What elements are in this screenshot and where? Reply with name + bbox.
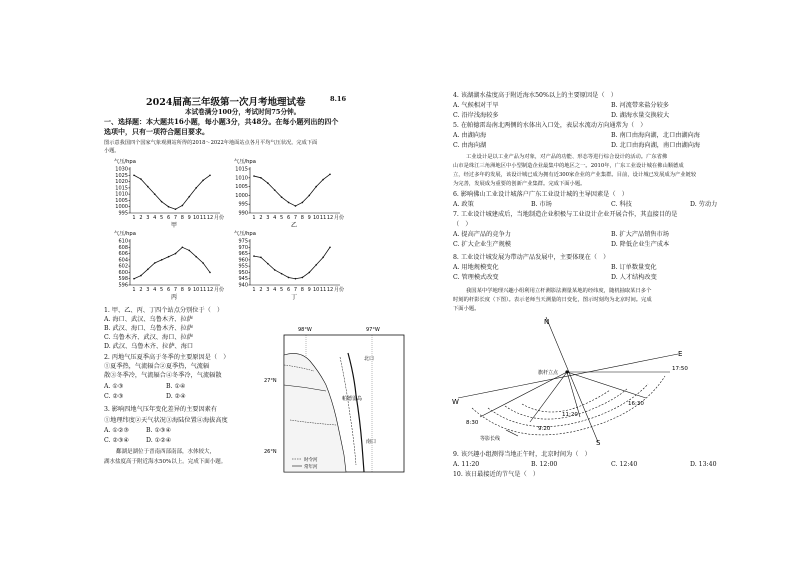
data-point bbox=[175, 208, 177, 210]
data-point bbox=[253, 255, 255, 257]
x-tick-label: 9 bbox=[307, 215, 311, 221]
q2-option-b[interactable]: B. ①④ bbox=[166, 383, 186, 390]
data-point bbox=[288, 277, 290, 279]
q8-option-d[interactable]: D. 人才结构改变 bbox=[611, 274, 657, 281]
q2-statements-1: ①夏季热，气流辐合②夏季热，气流辐 bbox=[104, 363, 210, 370]
data-point bbox=[281, 196, 283, 198]
y-tick-label: 975 bbox=[238, 238, 248, 245]
station-label: 乙 bbox=[291, 222, 298, 229]
y-tick-label: 1000 bbox=[115, 204, 128, 211]
x-tick-label: 12 bbox=[326, 287, 334, 293]
passage4-line3: 下面小题。 bbox=[453, 306, 480, 312]
data-point bbox=[168, 206, 170, 208]
y-tick-label: 1020 bbox=[115, 179, 128, 186]
data-point bbox=[209, 174, 211, 176]
q8-option-b[interactable]: B. 订单数量变化 bbox=[611, 264, 657, 271]
y-tick-label: 1030 bbox=[115, 166, 128, 173]
x-tick-label: 10 bbox=[312, 287, 320, 293]
passage3-line3: 立，经过多年的发展，该设计城已成为拥有近300家企业的产业集群。目前，设计城已发展成为产业链较 bbox=[453, 172, 697, 178]
q9-option-d[interactable]: D. 13:40 bbox=[690, 461, 717, 468]
q4-option-a[interactable]: A. 气候相对干旱 bbox=[453, 102, 499, 109]
data-point bbox=[322, 257, 324, 259]
intro-text-2: 小题。 bbox=[104, 148, 120, 154]
q3-option-d[interactable]: D. ①②④ bbox=[146, 437, 172, 444]
x-tick-label: 7 bbox=[173, 215, 178, 221]
x-tick-label: 9 bbox=[187, 215, 191, 221]
section-heading: 一、选择题：本大题共16小题，每小题3分，共48分。在每小题列出的四个 bbox=[104, 117, 339, 126]
y-tick-label: 596 bbox=[118, 282, 128, 289]
q4-option-d[interactable]: D. 湖海水量交换较大 bbox=[611, 112, 670, 119]
x-tick-label: 1 bbox=[132, 287, 136, 293]
x-tick-label: 8 bbox=[180, 287, 184, 293]
y-tick-label: 1010 bbox=[115, 191, 128, 198]
data-point bbox=[154, 262, 156, 264]
q7-option-b[interactable]: B. 扩大产品销售市场 bbox=[611, 231, 669, 238]
q2-option-c[interactable]: C. ②③ bbox=[104, 393, 124, 400]
y-tick-label: 940 bbox=[238, 282, 248, 289]
x-tick-label: 8 bbox=[180, 215, 184, 221]
chart-ylabel: 气压/hpa bbox=[114, 159, 136, 165]
y-tick-label: 995 bbox=[238, 201, 248, 208]
chart-ylabel: 气压/hpa bbox=[114, 231, 136, 237]
passage3-line2: 山市是珠江三角洲地区中小型制造企业最集中的地区之一。2010年，广东工业设计城在佛山顺德成 bbox=[453, 163, 684, 169]
x-tick-label: 7 bbox=[293, 287, 298, 293]
x-tick-label: 3 bbox=[266, 287, 270, 293]
q2-statements-2: 散③冬季冷，气流辐合④冬季冷，气流辐散 bbox=[104, 372, 222, 379]
station-label: 丁 bbox=[291, 294, 298, 301]
x-tick-label: 6 bbox=[166, 287, 171, 293]
q7-stem: 7. 工业设计城建成后，当地制造企业积极与工业设计企业开展合作，其直接目的是 bbox=[453, 211, 678, 218]
exam-subtitle: 本试卷满分100分，考试时间75分钟。 bbox=[185, 108, 301, 116]
x-tick-label: 2 bbox=[139, 215, 143, 221]
q6-option-a[interactable]: A. 政策 bbox=[453, 201, 474, 208]
data-point bbox=[260, 257, 262, 259]
data-point bbox=[295, 205, 297, 207]
legend-perennial: 常年河 bbox=[304, 465, 318, 470]
x-tick-label: 4 bbox=[153, 215, 157, 221]
y-tick-label: 610 bbox=[118, 238, 128, 245]
equal-shadow-legend: 等影长线 bbox=[480, 436, 501, 442]
series-line bbox=[134, 247, 210, 278]
x-tick-label: 12 bbox=[326, 215, 334, 221]
data-point bbox=[188, 250, 190, 252]
q6-option-c[interactable]: C. 科技 bbox=[611, 201, 632, 208]
x-tick-label: 1 bbox=[252, 287, 256, 293]
intro-text: 图示意我国四个国家气象观测站所得的2018～2022年地面站点各月平均气压状况。完成下面 bbox=[104, 140, 318, 146]
q9-stem: 9. 该兴趣小组测得当地正午时，北京时间为（ ） bbox=[453, 451, 591, 458]
data-point bbox=[329, 173, 331, 175]
y-tick-label: 1000 bbox=[235, 192, 248, 199]
q3-option-c[interactable]: C. ②③④ bbox=[104, 437, 130, 444]
q8-stem: 8. 工业设计城发展为带动产品发展中，主要体现在（ ） bbox=[453, 254, 610, 261]
q3-statements: ①地理纬度②天气状况③海陆位置④海拔高度 bbox=[104, 417, 228, 424]
y-tick-label: 1010 bbox=[235, 175, 248, 182]
q2-option-a[interactable]: A. ①③ bbox=[104, 383, 124, 390]
x-tick-label: 12 bbox=[206, 287, 214, 293]
x-tick-label: 4 bbox=[273, 287, 277, 293]
time-830: 8:30 bbox=[466, 420, 479, 426]
west-label: W bbox=[452, 398, 459, 406]
lat-label-1: 27°N bbox=[264, 378, 277, 384]
data-point bbox=[315, 264, 317, 266]
data-point bbox=[195, 187, 197, 189]
y-tick-label: 604 bbox=[118, 257, 128, 264]
south-label: S bbox=[596, 439, 601, 447]
data-point bbox=[267, 182, 269, 184]
data-point bbox=[209, 272, 211, 274]
x-tick-label: 2 bbox=[259, 215, 263, 221]
data-point bbox=[274, 189, 276, 191]
x-tick-label: 4 bbox=[153, 287, 157, 293]
x-tick-label: 6 bbox=[286, 287, 291, 293]
x-tick-label: 5 bbox=[280, 215, 284, 221]
q7-option-d[interactable]: D. 降低企业生产成本 bbox=[611, 241, 670, 248]
x-tick-label: 11 bbox=[319, 287, 327, 293]
data-point bbox=[308, 272, 310, 274]
data-point bbox=[281, 273, 283, 275]
data-point bbox=[295, 278, 297, 280]
pole-label: 旗杆立点 bbox=[538, 370, 559, 376]
q8-option-a[interactable]: A. 用地规模变化 bbox=[453, 264, 499, 271]
section-heading-2: 选项中，只有一项符合题目要求。 bbox=[104, 127, 209, 136]
time-1120: 11:20 bbox=[562, 412, 578, 418]
data-point bbox=[308, 195, 310, 197]
q3-stem: 3. 影响四地气压年变化差异的主要因素有 bbox=[104, 406, 218, 413]
q4-option-c[interactable]: C. 沿岸浅海较多 bbox=[453, 112, 499, 119]
y-tick-label: 990 bbox=[238, 210, 248, 217]
q6-option-b[interactable]: B. 市场 bbox=[531, 201, 552, 208]
station-label: 甲 bbox=[171, 222, 178, 229]
x-tick-label: 8 bbox=[300, 287, 304, 293]
x-tick-label: 2 bbox=[259, 287, 263, 293]
chart-ylabel: 气压/hpa bbox=[234, 231, 256, 237]
legend-seasonal: 时令河 bbox=[304, 458, 318, 463]
y-tick-label: 960 bbox=[238, 257, 248, 264]
data-point bbox=[260, 177, 262, 179]
north-label: N bbox=[544, 318, 550, 326]
data-point bbox=[202, 262, 204, 264]
data-point bbox=[168, 256, 170, 258]
x-tick-label: 9 bbox=[187, 287, 191, 293]
q1-option-d[interactable]: D. 武汉、乌鲁木齐、拉萨、海口 bbox=[104, 343, 194, 350]
x-tick-label: 6 bbox=[286, 215, 291, 221]
y-tick-label: 1025 bbox=[115, 172, 128, 179]
x-tick-label: 6 bbox=[166, 215, 171, 221]
q1-option-a[interactable]: A. 海口、武汉、乌鲁木齐、拉萨 bbox=[104, 316, 193, 323]
series-line bbox=[134, 175, 210, 209]
y-tick-label: 600 bbox=[118, 269, 128, 276]
q5-stem: 5. 在帕德雷岛南北两侧的水体出入口处，表层水流动方向通常为（ ） bbox=[453, 122, 647, 129]
data-point bbox=[133, 278, 135, 280]
x-tick-label: 11 bbox=[319, 215, 327, 221]
x-axis-label: 月份 bbox=[214, 287, 225, 293]
data-point bbox=[133, 174, 135, 176]
time-920: 9:20 bbox=[538, 426, 551, 432]
q3-option-a[interactable]: A. ①②③ bbox=[104, 427, 130, 434]
time-1630: 16:30 bbox=[628, 401, 644, 407]
data-point bbox=[322, 179, 324, 181]
y-tick-label: 1015 bbox=[115, 185, 128, 192]
x-tick-label: 2 bbox=[139, 287, 143, 293]
y-tick-label: 602 bbox=[118, 263, 128, 270]
passage3-line1: 工业设计是以工业产品为对象，对产品的功能、形态等进行综合设计的活动。广东省佛 bbox=[466, 154, 668, 160]
data-point bbox=[267, 263, 269, 265]
series-line bbox=[254, 247, 330, 278]
x-tick-label: 5 bbox=[280, 287, 284, 293]
lon-label-1: 98°W bbox=[298, 327, 312, 333]
y-tick-label: 970 bbox=[238, 244, 248, 251]
x-tick-label: 3 bbox=[266, 215, 270, 221]
q6-stem: 6. 影响佛山工业设计城落户广东工业设计城的主导因素是（ ） bbox=[453, 191, 628, 198]
passage4-line1: 我国某中学地理兴趣小组利用立杆测影法测量某地的经纬度，随机抽取某日多个 bbox=[466, 288, 652, 294]
x-tick-label: 1 bbox=[252, 215, 256, 221]
data-point bbox=[182, 246, 184, 248]
q8-option-c[interactable]: C. 管理模式改变 bbox=[453, 274, 499, 281]
q10-stem: 10. 该日最接近的节气是（ ） bbox=[453, 471, 540, 478]
q1-option-c[interactable]: C. 乌鲁木齐、武汉、海口、拉萨 bbox=[104, 334, 193, 341]
q5-option-b[interactable]: B. 南口由海向湖，北口由湖向海 bbox=[611, 132, 700, 139]
x-tick-label: 7 bbox=[173, 287, 178, 293]
data-point bbox=[140, 178, 142, 180]
data-point bbox=[175, 253, 177, 255]
data-point bbox=[147, 268, 149, 270]
data-point bbox=[253, 175, 255, 177]
time-1750: 17:50 bbox=[672, 366, 688, 372]
y-tick-label: 965 bbox=[238, 251, 248, 258]
barrier-island bbox=[348, 353, 364, 472]
east-label: E bbox=[678, 350, 683, 358]
data-point bbox=[140, 275, 142, 277]
data-point bbox=[274, 269, 276, 271]
x-axis-label: 月份 bbox=[334, 287, 345, 293]
y-tick-label: 945 bbox=[238, 276, 248, 283]
lagoon-label: 帕德雷岛 bbox=[342, 396, 363, 402]
lon-label-2: 97°W bbox=[366, 327, 380, 333]
q5-option-d[interactable]: D. 北口由海向湖，南口由湖向海 bbox=[611, 142, 701, 149]
shadow-diagram bbox=[450, 312, 700, 447]
series-line bbox=[254, 174, 330, 206]
data-point bbox=[329, 246, 331, 248]
x-tick-label: 9 bbox=[307, 287, 311, 293]
mainland bbox=[284, 353, 346, 472]
y-tick-label: 995 bbox=[118, 210, 128, 217]
data-point bbox=[161, 201, 163, 203]
q9-option-c[interactable]: C. 12:40 bbox=[611, 461, 638, 468]
q9-option-b[interactable]: B. 12:00 bbox=[531, 461, 558, 468]
passage4-line2: 时刻的杆影长度（下图）。表示老师当天测量的日变化，图示时刻均为北京时间。完成 bbox=[453, 297, 652, 303]
q2-option-d[interactable]: D. ②④ bbox=[166, 393, 186, 400]
lagoon-map bbox=[264, 325, 408, 475]
x-tick-label: 5 bbox=[160, 215, 164, 221]
y-tick-label: 598 bbox=[118, 276, 128, 283]
exam-date: 8.16 bbox=[330, 95, 347, 103]
station-label: 丙 bbox=[171, 294, 178, 301]
q5-option-c[interactable]: C. 由海向湖 bbox=[453, 142, 487, 149]
x-tick-label: 10 bbox=[312, 215, 320, 221]
x-tick-label: 8 bbox=[300, 215, 304, 221]
passage3-line4: 为完善，发展成为重要的创新产业集群。完成下面小题。 bbox=[453, 181, 586, 187]
q1-stem: 1. 甲、乙、丙、丁四个站点分别位于（ ） bbox=[104, 307, 224, 314]
data-point bbox=[182, 205, 184, 207]
data-point bbox=[202, 180, 204, 182]
y-tick-label: 950 bbox=[238, 269, 248, 276]
x-tick-label: 3 bbox=[146, 215, 150, 221]
data-point bbox=[154, 193, 156, 195]
q4-option-b[interactable]: B. 河流带来盐分较多 bbox=[611, 102, 669, 109]
data-point bbox=[302, 202, 304, 204]
q1-option-b[interactable]: B. 武汉、海口、乌鲁木齐、拉萨 bbox=[104, 325, 193, 332]
q6-option-d[interactable]: D. 劳动力 bbox=[690, 201, 718, 208]
x-tick-label: 11 bbox=[199, 287, 207, 293]
north-inlet-label: 北口 bbox=[364, 356, 375, 362]
x-tick-label: 4 bbox=[273, 215, 277, 221]
data-point bbox=[161, 259, 163, 261]
q9-option-a[interactable]: A. 11:20 bbox=[453, 461, 480, 468]
data-point bbox=[302, 277, 304, 279]
passage2-line2: 湖水盐度高于附近海水50%以上。完成下面小题。 bbox=[104, 459, 227, 465]
q4-stem: 4. 该湖湖水盐度高于附近海水50%以上的主要原因是（ ） bbox=[453, 92, 617, 99]
y-tick-label: 955 bbox=[238, 263, 248, 270]
x-tick-label: 1 bbox=[132, 215, 136, 221]
data-point bbox=[188, 196, 190, 198]
data-point bbox=[195, 256, 197, 258]
x-axis-label: 月份 bbox=[214, 215, 225, 221]
x-tick-label: 10 bbox=[192, 287, 200, 293]
data-point bbox=[147, 186, 149, 188]
q7-option-a[interactable]: A. 提高产品的竞争力 bbox=[453, 231, 511, 238]
chart-ylabel: 气压/hpa bbox=[234, 159, 256, 165]
y-tick-label: 608 bbox=[118, 244, 128, 251]
x-tick-label: 12 bbox=[206, 215, 214, 221]
q3-option-b[interactable]: B. ①③④ bbox=[146, 427, 172, 434]
q7-stem-2: （ ） bbox=[453, 221, 472, 228]
q7-option-c[interactable]: C. 扩大企业生产规模 bbox=[453, 241, 511, 248]
passage2-line1: 鄱湖是湖位于晋南西部南部，水体较大， bbox=[116, 449, 216, 455]
y-tick-label: 1005 bbox=[115, 197, 128, 204]
exam-title: 2024届高三年级第一次月考地理试卷 bbox=[146, 97, 306, 108]
south-inlet-label: 南口 bbox=[366, 439, 377, 445]
lat-label-2: 26°N bbox=[264, 449, 277, 455]
x-tick-label: 10 bbox=[192, 215, 200, 221]
q2-stem: 2. 丙地气压夏季高于冬季的主要原因是（ ） bbox=[104, 354, 230, 361]
y-tick-label: 606 bbox=[118, 251, 128, 258]
q5-option-a[interactable]: A. 由湖向海 bbox=[453, 132, 487, 139]
y-tick-label: 1015 bbox=[235, 166, 248, 173]
x-tick-label: 5 bbox=[160, 287, 164, 293]
data-point bbox=[288, 202, 290, 204]
x-tick-label: 7 bbox=[293, 215, 298, 221]
x-tick-label: 3 bbox=[146, 287, 150, 293]
y-tick-label: 1005 bbox=[235, 184, 248, 191]
x-tick-label: 11 bbox=[199, 215, 207, 221]
pressure-charts bbox=[112, 155, 352, 305]
data-point bbox=[315, 186, 317, 188]
x-axis-label: 月份 bbox=[334, 215, 345, 221]
